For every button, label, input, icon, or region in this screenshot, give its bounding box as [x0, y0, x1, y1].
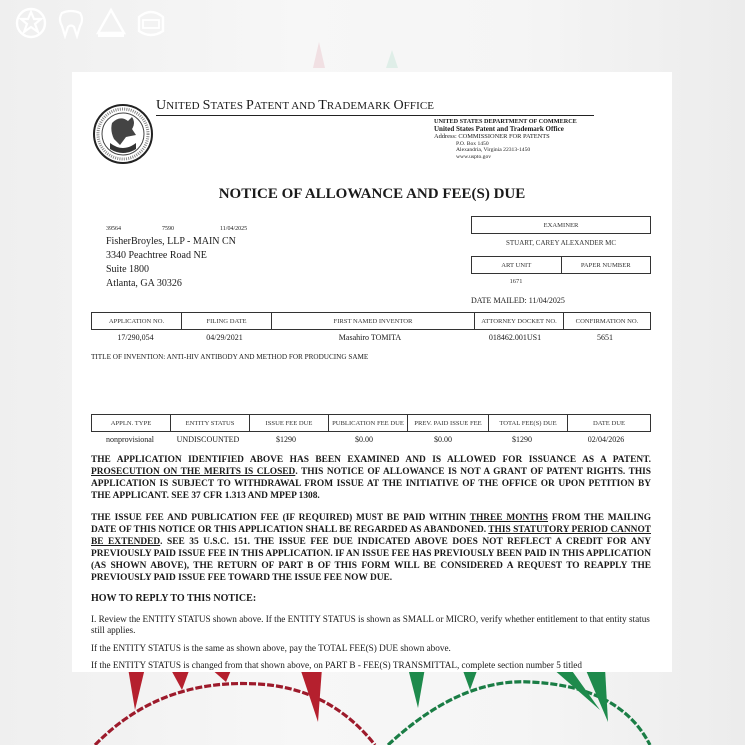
notice-document: [72, 72, 672, 672]
header-application-no: APPLICATION NO.: [92, 313, 182, 329]
prosecution-closed-text: PROSECUTION ON THE MERITS IS CLOSED: [91, 467, 296, 477]
address-city: Atlanta, GA 30326: [106, 278, 182, 289]
statutory-period-text: THIS STATUTORY PERIOD CANNOT BE EXTENDED: [91, 525, 651, 547]
examiner-header: [471, 216, 651, 234]
office-name: UNITED STATES PATENT AND TRADEMARK OFFICE: [156, 98, 435, 113]
issue-fee-due: $1290: [276, 435, 296, 444]
header-rule: [156, 115, 594, 116]
dept-line1: UNITED STATES DEPARTMENT OF COMMERCE: [434, 118, 577, 125]
correspondence-codes: [106, 226, 247, 232]
header-total-fee: TOTAL FEE(S) DUE: [489, 415, 568, 431]
reply-item-2: If the ENTITY STATUS is the same as shown above, pay the TOTAL FEE(S) DUE shown above.: [91, 643, 451, 653]
badge-icon[interactable]: [134, 6, 168, 40]
tooth-icon[interactable]: [54, 6, 88, 40]
entity-status: UNDISCOUNTED: [176, 435, 240, 444]
application-no: 17/290,054: [117, 333, 154, 342]
fee-paragraph: THE ISSUE FEE AND PUBLICATION FEE (IF REQUIRED) MUST BE PAID WITHIN THREE MONTHS FROM THE MAILING DATE OF THIS NOTICE OR THIS APPLICATION SHALL BE REGARDED AS ABANDONED. THIS STATUTORY PERIOD CANNOT BE EXTENDED. SEE 35 U.S.C. 151. THE ISSUE FEE DUE INDICATED ABOVE DOES NOT REFLECT A CREDIT FOR ANY PREVIOUSLY PAID ISSUE FEE IN THIS APPLICATION. IF AN ISSUE FEE HAS PREVIOUSLY BEEN PAID IN THIS APPLICATION (AS SHOWN ABOVE), THE RETURN OF PART B OF THIS FORM WILL BE CONSIDERED A REQUEST TO REAPPLY THE PREVIOUSLY PAID ISSUE FEE TOWARD THE ISSUE FEE NOW DUE.: [91, 513, 652, 583]
confirmation-no: 5651: [597, 333, 613, 342]
art-unit-header: [471, 256, 651, 274]
department-block: [434, 118, 577, 161]
header-issue-fee: ISSUE FEE DUE: [250, 415, 329, 431]
address-line1: COMMISSIONER FOR PATENTS: [458, 133, 550, 141]
reply-item-3: If the ENTITY STATUS is changed from that shown above, on PART B - FEE(S) TRANSMITTAL, complete section number 5 titled: [91, 660, 582, 670]
publication-fee-due: $0.00: [355, 435, 373, 444]
application-table-row: [91, 333, 651, 342]
title-of-invention: TITLE OF INVENTION: ANTI-HIV ANTIBODY AND METHOD FOR PRODUCING SAME: [91, 353, 369, 361]
how-to-reply-heading: HOW TO REPLY TO THIS NOTICE:: [91, 593, 257, 604]
code-2: 7590: [162, 226, 174, 232]
reply-item-1: I. Review the ENTITY STATUS shown above. If the ENTITY STATUS is shown as SMALL or MICRO, verify whether entitlement to that entity status still applies.: [91, 614, 650, 635]
notice-title: NOTICE OF ALLOWANCE AND FEE(S) DUE: [218, 186, 526, 202]
filing-date: 04/29/2021: [206, 333, 243, 342]
header-first-inventor: FIRST NAMED INVENTOR: [272, 313, 475, 329]
art-unit-label: ART UNIT: [472, 257, 562, 273]
paper-number-label: PAPER NUMBER: [580, 261, 631, 269]
header-date-due: DATE DUE: [592, 419, 626, 427]
addressee-name: FisherBroyles, LLP - MAIN CN: [106, 236, 236, 247]
correspondence-address: [106, 235, 236, 291]
application-table-header: [91, 312, 651, 330]
header-prev-paid: PREV. PAID ISSUE FEE: [408, 415, 489, 431]
date-mailed: DATE MAILED: 11/04/2025: [471, 296, 565, 305]
total-fees-due: $1290: [512, 435, 532, 444]
header-appln-type: APPLN. TYPE: [92, 415, 171, 431]
fee-table-header: [91, 414, 651, 432]
toolbar-icons: [14, 6, 168, 40]
address-line2: P.O. Box 1450: [456, 140, 489, 147]
attorney-docket: 018462.001US1: [488, 333, 542, 342]
prev-paid-issue-fee: $0.00: [434, 435, 452, 444]
warning-triangle-icon[interactable]: [94, 6, 128, 40]
examiner-label: EXAMINER: [543, 221, 579, 229]
ghost-red-mark: [305, 40, 335, 70]
address-street: 3340 Peachtree Road NE: [106, 250, 207, 261]
code-3: 11/04/2025: [220, 226, 248, 232]
header-publication-fee: PUBLICATION FEE DUE: [329, 415, 408, 431]
code-1: 39564: [106, 226, 121, 232]
three-months-text: THREE MONTHS: [469, 513, 549, 523]
address-line4: www.uspto.gov: [456, 153, 492, 160]
header-entity-status: ENTITY STATUS: [171, 415, 250, 431]
address-suite: Suite 1800: [106, 264, 150, 275]
flower-emblem-icon[interactable]: [14, 6, 48, 40]
date-due: 02/04/2026: [587, 435, 625, 444]
uspto-seal-icon: [92, 101, 154, 167]
dept-line2: United States Patent and Trademark Office: [434, 124, 564, 133]
address-label: Address:: [434, 133, 457, 141]
header-filing-date: FILING DATE: [182, 313, 272, 329]
address-line3: Alexandria, Virginia 22313-1450: [456, 147, 531, 154]
art-unit-value: 1671: [509, 278, 523, 285]
fee-table-row: [91, 435, 651, 444]
header-attorney-docket: ATTORNEY DOCKET NO.: [475, 313, 564, 329]
examiner-name: STUART, CAREY ALEXANDER MC: [505, 239, 617, 247]
first-inventor: Masahiro TOMITA: [338, 333, 402, 342]
ghost-green-mark: [378, 40, 408, 70]
allowance-paragraph: THE APPLICATION IDENTIFIED ABOVE HAS BEEN EXAMINED AND IS ALLOWED FOR ISSUANCE AS A PATENT. PROSECUTION ON THE MERITS IS CLOSED. THIS NOTICE OF ALLOWANCE IS NOT A GRANT OF PATENT RIGHTS. THIS APPLICATION IS SUBJECT TO WITHDRAWAL FROM ISSUE AT THE INITIATIVE OF THE OFFICE OR UPON PETITION BY THE APPLICANT. SEE 37 CFR 1.313 AND MPEP 1308.: [91, 455, 651, 501]
appln-type: nonprovisional: [106, 435, 154, 444]
decorative-arcs: [0, 668, 745, 745]
header-confirmation-no: CONFIRMATION NO.: [575, 317, 639, 325]
